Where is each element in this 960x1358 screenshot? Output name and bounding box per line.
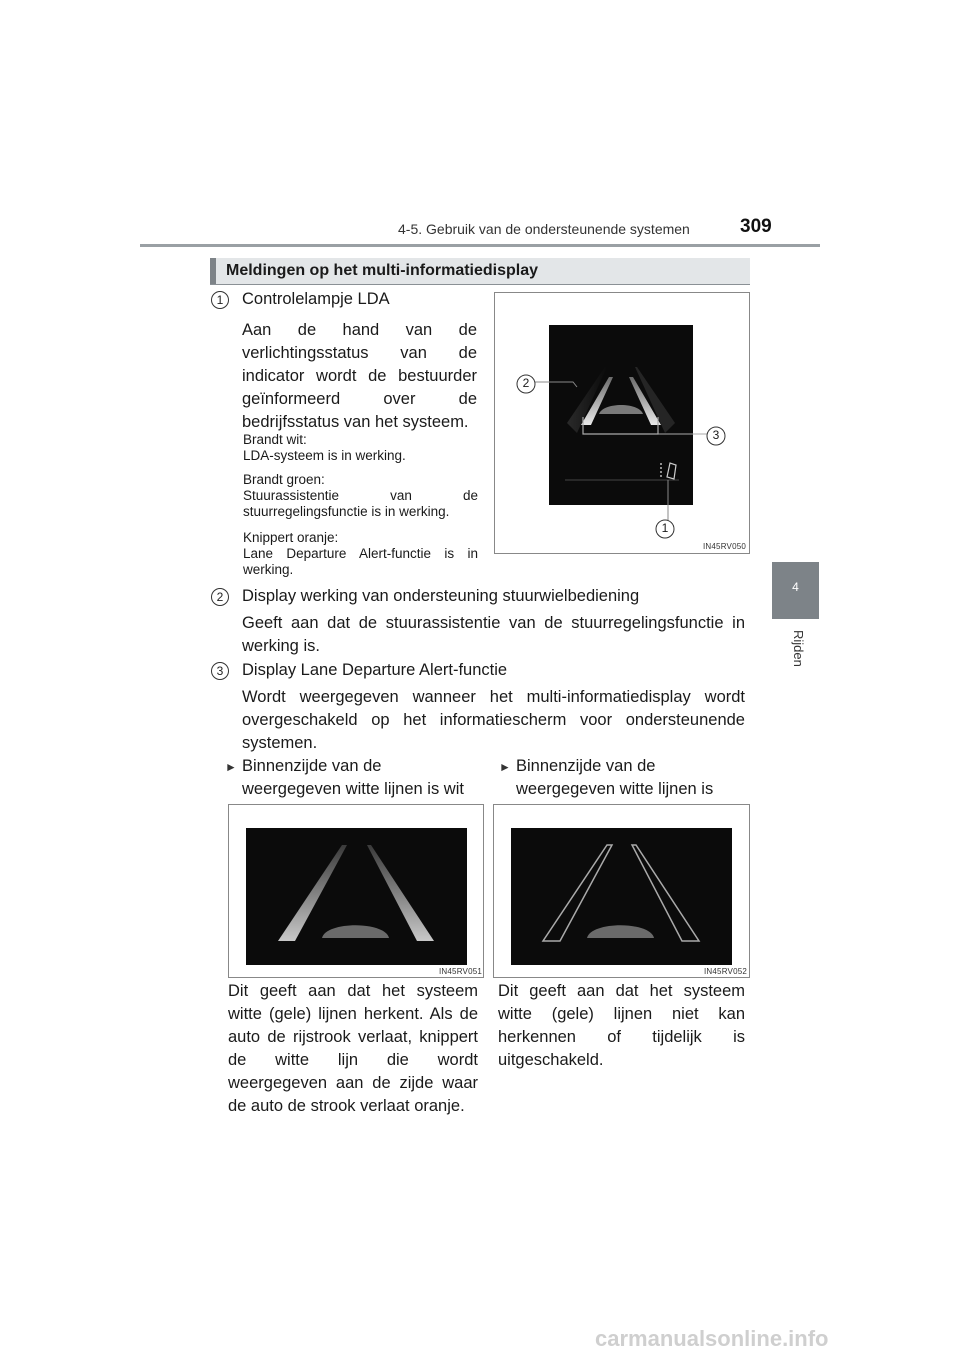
watermark: carmanualsonline.info	[595, 1326, 829, 1351]
right-figure-illustration	[494, 805, 749, 977]
item-description-2: Geeft aan dat de stuurassistentie van de stuurregelingsfunctie in werking is.	[242, 614, 745, 655]
state-3-label: Knippert oranje:	[243, 530, 339, 545]
item-title-1: Controlelampje LDA	[242, 290, 390, 308]
display-screen	[511, 828, 732, 965]
left-column-heading: Binnenzijde van de weergegeven witte lijnen is wit	[242, 757, 464, 798]
right-figure-caption: Dit geeft aan dat het systeem witte (gele) lijnen niet kan herkennen of tijdelijk is uitgeschakeld.	[498, 982, 745, 1069]
state-2	[243, 472, 478, 520]
main-figure-illustration	[495, 293, 749, 553]
chapter-header: 4-5. Gebruik van de ondersteunende systemen	[398, 221, 690, 237]
header-rule	[140, 244, 820, 247]
state-2-text: Stuurassistentie van de stuurregelingsfunctie is in werking.	[243, 488, 478, 519]
state-3	[243, 530, 478, 578]
state-2-label: Brandt groen:	[243, 472, 325, 487]
section-title: Meldingen op het multi-informatiedisplay	[226, 262, 539, 279]
section-heading	[210, 258, 750, 284]
state-3-text: Lane Departure Alert-functie is in werking.	[243, 546, 478, 577]
item-title-2: Display werking van ondersteuning stuurwielbediening	[242, 587, 640, 605]
left-figure	[228, 804, 484, 978]
page-number: 309	[740, 216, 772, 237]
state-1-label: Brandt wit:	[243, 432, 307, 447]
callout-label-3: 3	[712, 428, 720, 442]
bullet-arrow-icon: ►	[499, 760, 511, 774]
state-1-text: LDA-systeem is in werking.	[243, 448, 406, 463]
chapter-tab: 4	[772, 562, 819, 619]
callout-label-2: 2	[522, 376, 530, 390]
figure-code-right: IN45RV052	[704, 967, 748, 976]
item-description-3: Wordt weergegeven wanneer het multi-informatiedisplay wordt overgeschakeld op het informatiescherm voor ondersteunende systemen.	[242, 688, 745, 752]
display-screen	[246, 828, 467, 965]
left-figure-caption: Dit geeft aan dat het systeem witte (gele) lijnen herkent. Als de auto de rijstrook verlaat, knippert de witte lijn die wordt weergegeven aan de zijde waar de auto de strook verlaat oranje.	[228, 982, 478, 1115]
bullet-arrow-icon: ►	[225, 760, 237, 774]
item-description-1: Aan de hand van de verlichtingsstatus van de indicator wordt de bestuurder geïnformeerd over de bedrijfsstatus van het systeem.	[242, 321, 477, 431]
item-number-1: 1	[211, 291, 229, 309]
callout-label-1: 1	[661, 521, 669, 535]
right-column-heading: Binnenzijde van de weergegeven witte lijnen is	[516, 757, 714, 798]
item-number-3: 3	[211, 662, 229, 680]
section-rule	[210, 284, 750, 285]
right-figure	[493, 804, 750, 978]
left-figure-illustration	[229, 805, 483, 977]
item-title-3: Display Lane Departure Alert-functie	[242, 661, 508, 679]
item-number-2: 2	[211, 588, 229, 606]
chapter-tab-label: Rijden	[791, 630, 806, 667]
figure-code-main: IN45RV050	[703, 542, 747, 551]
main-figure	[494, 292, 750, 554]
state-1	[243, 432, 478, 464]
figure-code-left: IN45RV051	[439, 967, 483, 976]
